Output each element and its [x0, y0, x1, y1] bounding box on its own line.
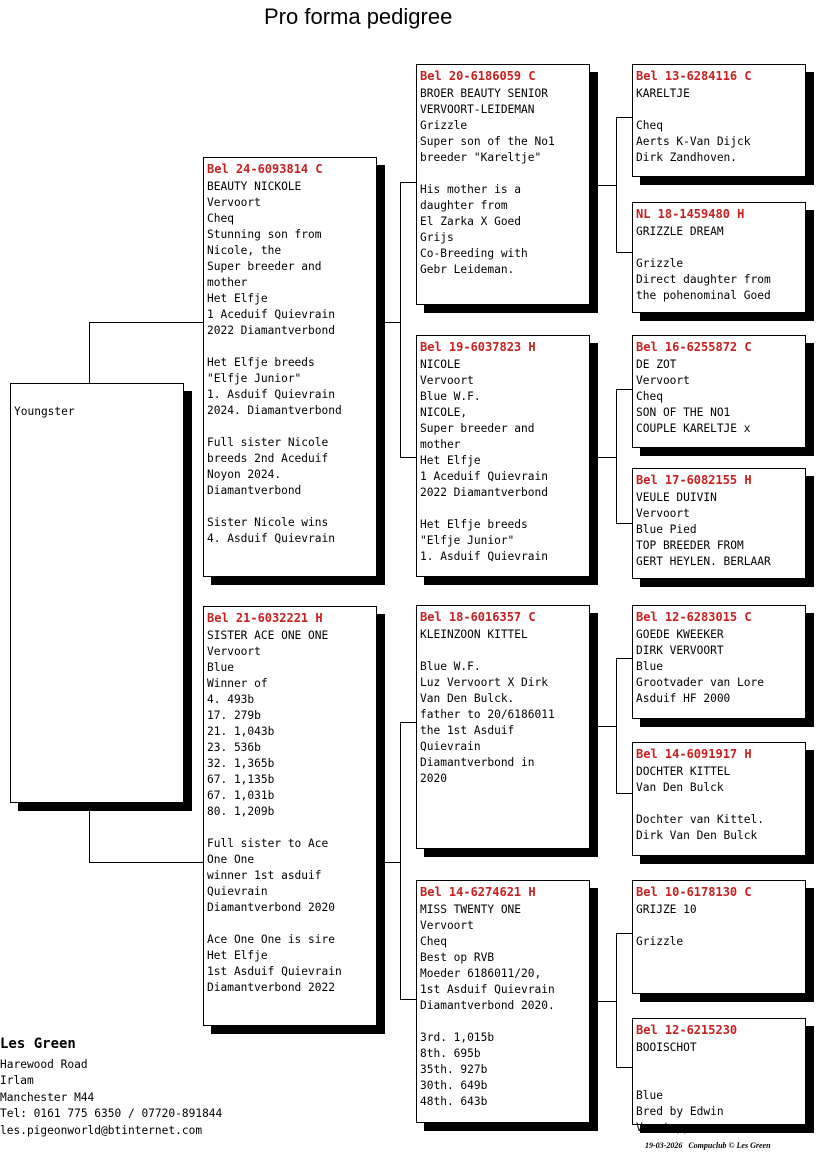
pigeon-detail-line: Luz Vervoort X Dirk	[420, 676, 548, 689]
ring-number: Bel 21-6032221 H	[207, 611, 323, 625]
pigeon-details	[420, 902, 586, 1110]
youngster-label: Youngster	[14, 405, 75, 418]
pigeon-detail-line: 80. 1,209b	[207, 805, 275, 818]
pigeon-detail-line: Ace One One is sire	[207, 933, 335, 946]
ring-number: NL 18-1459480 H	[636, 207, 745, 221]
owner-info	[0, 1035, 222, 1139]
pigeon-detail-line: DE ZOT	[636, 358, 677, 371]
ring-number: Bel 10-6178130 C	[636, 885, 752, 899]
pigeon-detail-line: Blue	[636, 1089, 663, 1102]
sire-box	[203, 157, 377, 577]
pigeon-detail-line: Grizzle	[636, 935, 684, 948]
owner-email: les.pigeonworld@btinternet.com	[0, 1123, 203, 1137]
pigeon-detail-line: 23. 536b	[207, 741, 261, 754]
pigeon-detail-line: NICOLE,	[420, 406, 468, 419]
pigeon-detail-line: 30th. 649b	[420, 1079, 488, 1092]
pigeon-detail-line: Vervoort	[420, 374, 474, 387]
pigeon-detail-line: Diamantverbond 2020.	[420, 999, 555, 1012]
pigeon-detail-line: Cheq	[207, 212, 234, 225]
pigeon-detail-line: Sister Nicole wins	[207, 516, 329, 529]
pigeon-detail-line: Van Den Bulck	[636, 781, 724, 794]
dam-dam-box	[416, 880, 590, 1123]
pigeon-detail-line: Grijs	[420, 231, 454, 244]
pigeon-detail-line: 1. Asduif Quievrain	[207, 388, 335, 401]
dam-dam-sire-box	[632, 880, 806, 994]
pigeon-detail-line: KARELTJE	[636, 87, 690, 100]
pigeon-detail-line	[636, 1056, 802, 1072]
pigeon-detail-line: breeder "Kareltje"	[420, 151, 542, 164]
pigeon-detail-line	[636, 102, 802, 118]
connector-line	[376, 862, 400, 863]
pigeon-detail-line: "Elfje Junior"	[420, 534, 515, 547]
pigeon-detail-line: Nicole, the	[207, 244, 282, 257]
pigeon-detail-line: Diamantverbond in	[420, 756, 535, 769]
pigeon-detail-line: Super breeder and	[420, 422, 535, 435]
connector-line	[598, 726, 616, 727]
connector-line	[616, 658, 633, 659]
pigeon-detail-line: 2020	[420, 772, 447, 785]
sire-sire-sire-box	[632, 64, 806, 177]
pigeon-detail-line: Quievrain	[207, 885, 268, 898]
pigeon-detail-line	[207, 419, 373, 435]
pigeon-detail-line: Dirk Zandhoven.	[636, 151, 738, 164]
pigeon-details	[636, 357, 802, 437]
pigeon-detail-line	[420, 643, 586, 659]
pigeon-detail-line: father to 20/6186011	[420, 708, 555, 721]
pigeon-detail-line	[207, 499, 373, 515]
pigeon-detail-line: 1 Aceduif Quievrain	[420, 470, 548, 483]
connector-line	[616, 117, 617, 253]
connector-line	[598, 185, 616, 186]
pigeon-detail-line: Moeder 6186011/20,	[420, 967, 542, 980]
pigeon-detail-line	[420, 1014, 586, 1030]
page-title: Pro forma pedigree	[264, 4, 453, 29]
pigeon-detail-line: GRIZZLE DREAM	[636, 225, 724, 238]
pigeon-detail-line: DIRK VERVOORT	[636, 644, 724, 657]
ring-number: Bel 20-6186059 C	[420, 69, 536, 83]
youngster-box	[10, 383, 184, 803]
pigeon-detail-line: Full sister to Ace	[207, 837, 329, 850]
pigeon-details	[420, 86, 586, 278]
pigeon-detail-line: Het Elfje	[207, 949, 268, 962]
pigeon-detail-line: Cheq	[636, 390, 663, 403]
pigeon-detail-line	[420, 501, 586, 517]
pigeon-detail-line: Winner of	[207, 677, 268, 690]
pigeon-detail-line: mother	[420, 438, 461, 451]
owner-address-line: Manchester M44	[0, 1090, 95, 1104]
pigeon-detail-line: 1 Aceduif Quievrain	[207, 308, 335, 321]
pigeon-detail-line: His mother is a	[420, 183, 522, 196]
pigeon-detail-line: VERVOORT-LEIDEMAN	[420, 103, 535, 116]
pigeon-detail-line: Cheq	[636, 119, 663, 132]
connector-line	[616, 658, 617, 794]
pigeon-detail-line: Blue Pied	[636, 523, 697, 536]
pigeon-detail-line: Het Elfje	[207, 292, 268, 305]
sire-dam-dam-box	[632, 468, 806, 579]
pigeon-detail-line: BROER BEAUTY SENIOR	[420, 87, 548, 100]
pigeon-detail-line: Direct daughter from	[636, 273, 771, 286]
sire-dam-sire-box	[632, 335, 806, 448]
pigeon-detail-line: 1st Asduif Quievrain	[207, 965, 342, 978]
ring-number: Bel 24-6093814 C	[207, 162, 323, 176]
pigeon-detail-line: mother	[207, 276, 248, 289]
pigeon-detail-line: SON OF THE NO1	[636, 406, 731, 419]
pigeon-detail-line: 4. 493b	[207, 693, 255, 706]
pigeon-detail-line: Grootvader van Lore	[636, 676, 764, 689]
pigeon-detail-line: 48th. 643b	[420, 1095, 488, 1108]
pigeon-detail-line: Het Elfje breeds	[420, 518, 528, 531]
ring-number: Bel 19-6037823 H	[420, 340, 536, 354]
connector-line	[616, 793, 633, 794]
pigeon-detail-line: Diamantverbond 2022	[207, 981, 335, 994]
pigeon-details	[636, 902, 802, 950]
pigeon-detail-line: NICOLE	[420, 358, 461, 371]
pigeon-detail-line: Van Den Bulck.	[420, 692, 515, 705]
pigeon-detail-line: 4. Asduif Quievrain	[207, 532, 335, 545]
sire-dam-box	[416, 335, 590, 577]
pigeon-detail-line	[207, 339, 373, 355]
sire-sire-dam-box	[632, 202, 806, 313]
pigeon-detail-line: Vervoort	[636, 374, 690, 387]
connector-line	[616, 389, 617, 524]
pigeon-detail-line: Vervoort	[420, 919, 474, 932]
pigeon-details	[207, 179, 373, 547]
pigeon-detail-line: Aerts K-Van Dijck	[636, 135, 751, 148]
pigeon-detail-line: 67. 1,031b	[207, 789, 275, 802]
dam-sire-dam-box	[632, 742, 806, 856]
pigeon-detail-line: Vervoort	[636, 507, 690, 520]
ring-number: Bel 12-6283015 C	[636, 610, 752, 624]
owner-name: Les Green	[0, 1036, 76, 1052]
pigeon-detail-line: Blue	[207, 661, 234, 674]
connector-line	[400, 182, 417, 183]
connector-line	[400, 722, 417, 723]
pigeon-detail-line: Het Elfje breeds	[207, 356, 315, 369]
dam-sire-box	[416, 605, 590, 849]
ring-number: Bel 14-6274621 H	[420, 885, 536, 899]
pigeon-detail-line: Het Elfje	[420, 454, 481, 467]
pigeon-detail-line: Dochter van Kittel.	[636, 813, 764, 826]
pigeon-detail-line: Vervoort	[207, 196, 261, 209]
pigeon-detail-line: Vervoort	[207, 645, 261, 658]
pigeon-detail-line: GOEDE KWEEKER	[636, 628, 724, 641]
pigeon-detail-line: Blue W.F.	[420, 390, 481, 403]
pigeon-detail-line: 35th. 927b	[420, 1063, 488, 1076]
sire-sire-box	[416, 64, 590, 305]
ring-number: Bel 18-6016357 C	[420, 610, 536, 624]
pigeon-detail-line: BEAUTY NICKOLE	[207, 180, 302, 193]
pigeon-detail-line	[636, 796, 802, 812]
pigeon-detail-line: 32. 1,365b	[207, 757, 275, 770]
pigeon-details	[636, 86, 802, 166]
pigeon-detail-line: One One	[207, 853, 255, 866]
pigeon-details	[636, 764, 802, 844]
pigeon-detail-line: Grizzle	[636, 257, 684, 270]
connector-line	[598, 1001, 616, 1002]
pigeon-detail-line	[636, 240, 802, 256]
pigeon-detail-line: Diamantverbond 2020	[207, 901, 335, 914]
pigeon-detail-line: KLEINZOON KITTEL	[420, 628, 528, 641]
pigeon-detail-line: El Zarka X Goed	[420, 215, 522, 228]
pigeon-detail-line: DOCHTER KITTEL	[636, 765, 731, 778]
pigeon-detail-line: 2022 Diamantverbond	[207, 324, 335, 337]
pigeon-detail-line: Noyon 2024.	[207, 468, 282, 481]
pigeon-detail-line: COUPLE KARELTJE x	[636, 422, 751, 435]
owner-address-line: Harewood Road	[0, 1058, 88, 1071]
connector-line	[616, 117, 633, 118]
pigeon-detail-line: daughter from	[420, 199, 508, 212]
dam-dam-dam-box	[632, 1018, 806, 1134]
connector-line	[616, 1067, 633, 1068]
connector-line	[400, 999, 417, 1000]
ring-number: Bel 12-6215230	[636, 1023, 738, 1037]
pigeon-detail-line: winner 1st asduif	[207, 869, 322, 882]
pigeon-detail-line: Quievrain	[420, 740, 481, 753]
connector-line	[89, 802, 90, 863]
pigeon-detail-line: Cheq	[420, 935, 447, 948]
pigeon-details	[420, 357, 586, 565]
owner-phone: Tel: 0161 775 6350 / 07720-891844	[0, 1107, 223, 1121]
ring-number: Bel 17-6082155 H	[636, 473, 752, 487]
pigeon-detail-line: Blue W.F.	[420, 660, 481, 673]
connector-line	[89, 862, 204, 863]
connector-line	[616, 933, 633, 934]
connector-line	[89, 322, 204, 323]
pigeon-detail-line: TOP BREEDER FROM	[636, 539, 744, 552]
pigeon-detail-line: Diamantverbond	[207, 484, 302, 497]
pigeon-detail-line: BOOISCHOT	[636, 1041, 697, 1054]
pigeon-detail-line	[636, 1072, 802, 1088]
pigeon-detail-line: Co-Breeding with	[420, 247, 528, 260]
pigeon-detail-line: Dirk Van Den Bulck	[636, 829, 758, 842]
pigeon-detail-line: Asduif HF 2000	[636, 692, 731, 705]
pigeon-details	[636, 627, 802, 707]
pigeon-detail-line: 67. 1,135b	[207, 773, 275, 786]
pigeon-detail-line	[636, 918, 802, 934]
pigeon-detail-line: "Elfje Junior"	[207, 372, 302, 385]
pigeon-detail-line: SISTER ACE ONE ONE	[207, 629, 329, 642]
pigeon-details	[420, 627, 586, 787]
ring-number: Bel 14-6091917 H	[636, 747, 752, 761]
pigeon-detail-line	[207, 820, 373, 836]
pigeon-details	[207, 628, 373, 996]
pigeon-detail-line	[420, 166, 586, 182]
pigeon-detail-line: Full sister Nicole	[207, 436, 329, 449]
pigeon-detail-line: Grizzle	[420, 119, 468, 132]
pigeon-detail-line: breeds 2nd Aceduif	[207, 452, 329, 465]
pigeon-detail-line: GRIJZE 10	[636, 903, 697, 916]
connector-line	[616, 252, 633, 253]
pigeon-detail-line: 2022 Diamantverbond	[420, 486, 548, 499]
pigeon-detail-line: 1st Asduif Quievrain	[420, 983, 555, 996]
pigeon-detail-line: Blue	[636, 660, 663, 673]
pigeon-detail-line: the 1st Asduif	[420, 724, 515, 737]
connector-line	[598, 457, 616, 458]
dam-sire-sire-box	[632, 605, 806, 719]
ring-number: Bel 16-6255872 C	[636, 340, 752, 354]
pigeon-detail-line: the pohenominal Goed	[636, 289, 771, 302]
pigeon-details	[636, 224, 802, 304]
connector-line	[616, 933, 617, 1068]
pigeon-detail-line: Bred by Edwin	[636, 1105, 724, 1118]
pigeon-detail-line: 17. 279b	[207, 709, 261, 722]
connector-line	[400, 182, 401, 458]
ring-number: Bel 13-6284116 C	[636, 69, 752, 83]
pigeon-detail-line: VEULE DUIVIN	[636, 491, 717, 504]
pigeon-detail-line: Stunning son from	[207, 228, 322, 241]
pigeon-detail-line: 21. 1,043b	[207, 725, 275, 738]
dam-box	[203, 606, 377, 1026]
pigeon-details	[636, 1040, 802, 1136]
pigeon-detail-line: GERT HEYLEN. BERLAAR	[636, 555, 771, 568]
pigeon-detail-line: Super breeder and	[207, 260, 322, 273]
connector-line	[89, 322, 90, 384]
connector-line	[616, 523, 633, 524]
pigeon-detail-line: Verstappen.	[636, 1121, 711, 1134]
footer-credit: 19-03-2026 Compuclub © Les Green	[645, 1141, 771, 1150]
connector-line	[400, 457, 417, 458]
pigeon-detail-line: 8th. 695b	[420, 1047, 481, 1060]
pigeon-detail-line: 3rd. 1,015b	[420, 1031, 495, 1044]
pigeon-detail-line: Best op RVB	[420, 951, 495, 964]
pigeon-detail-line: Super son of the No1	[420, 135, 555, 148]
pigeon-details	[636, 490, 802, 570]
pigeon-detail-line	[207, 916, 373, 932]
pigeon-detail-line: 1. Asduif Quievrain	[420, 550, 548, 563]
connector-line	[376, 322, 400, 323]
pigeon-detail-line: 2024. Diamantverbond	[207, 404, 342, 417]
connector-line	[616, 389, 633, 390]
owner-address-line: Irlam	[0, 1074, 34, 1088]
pigeon-detail-line: MISS TWENTY ONE	[420, 903, 522, 916]
connector-line	[400, 722, 401, 1000]
pigeon-detail-line: Gebr Leideman.	[420, 263, 515, 276]
